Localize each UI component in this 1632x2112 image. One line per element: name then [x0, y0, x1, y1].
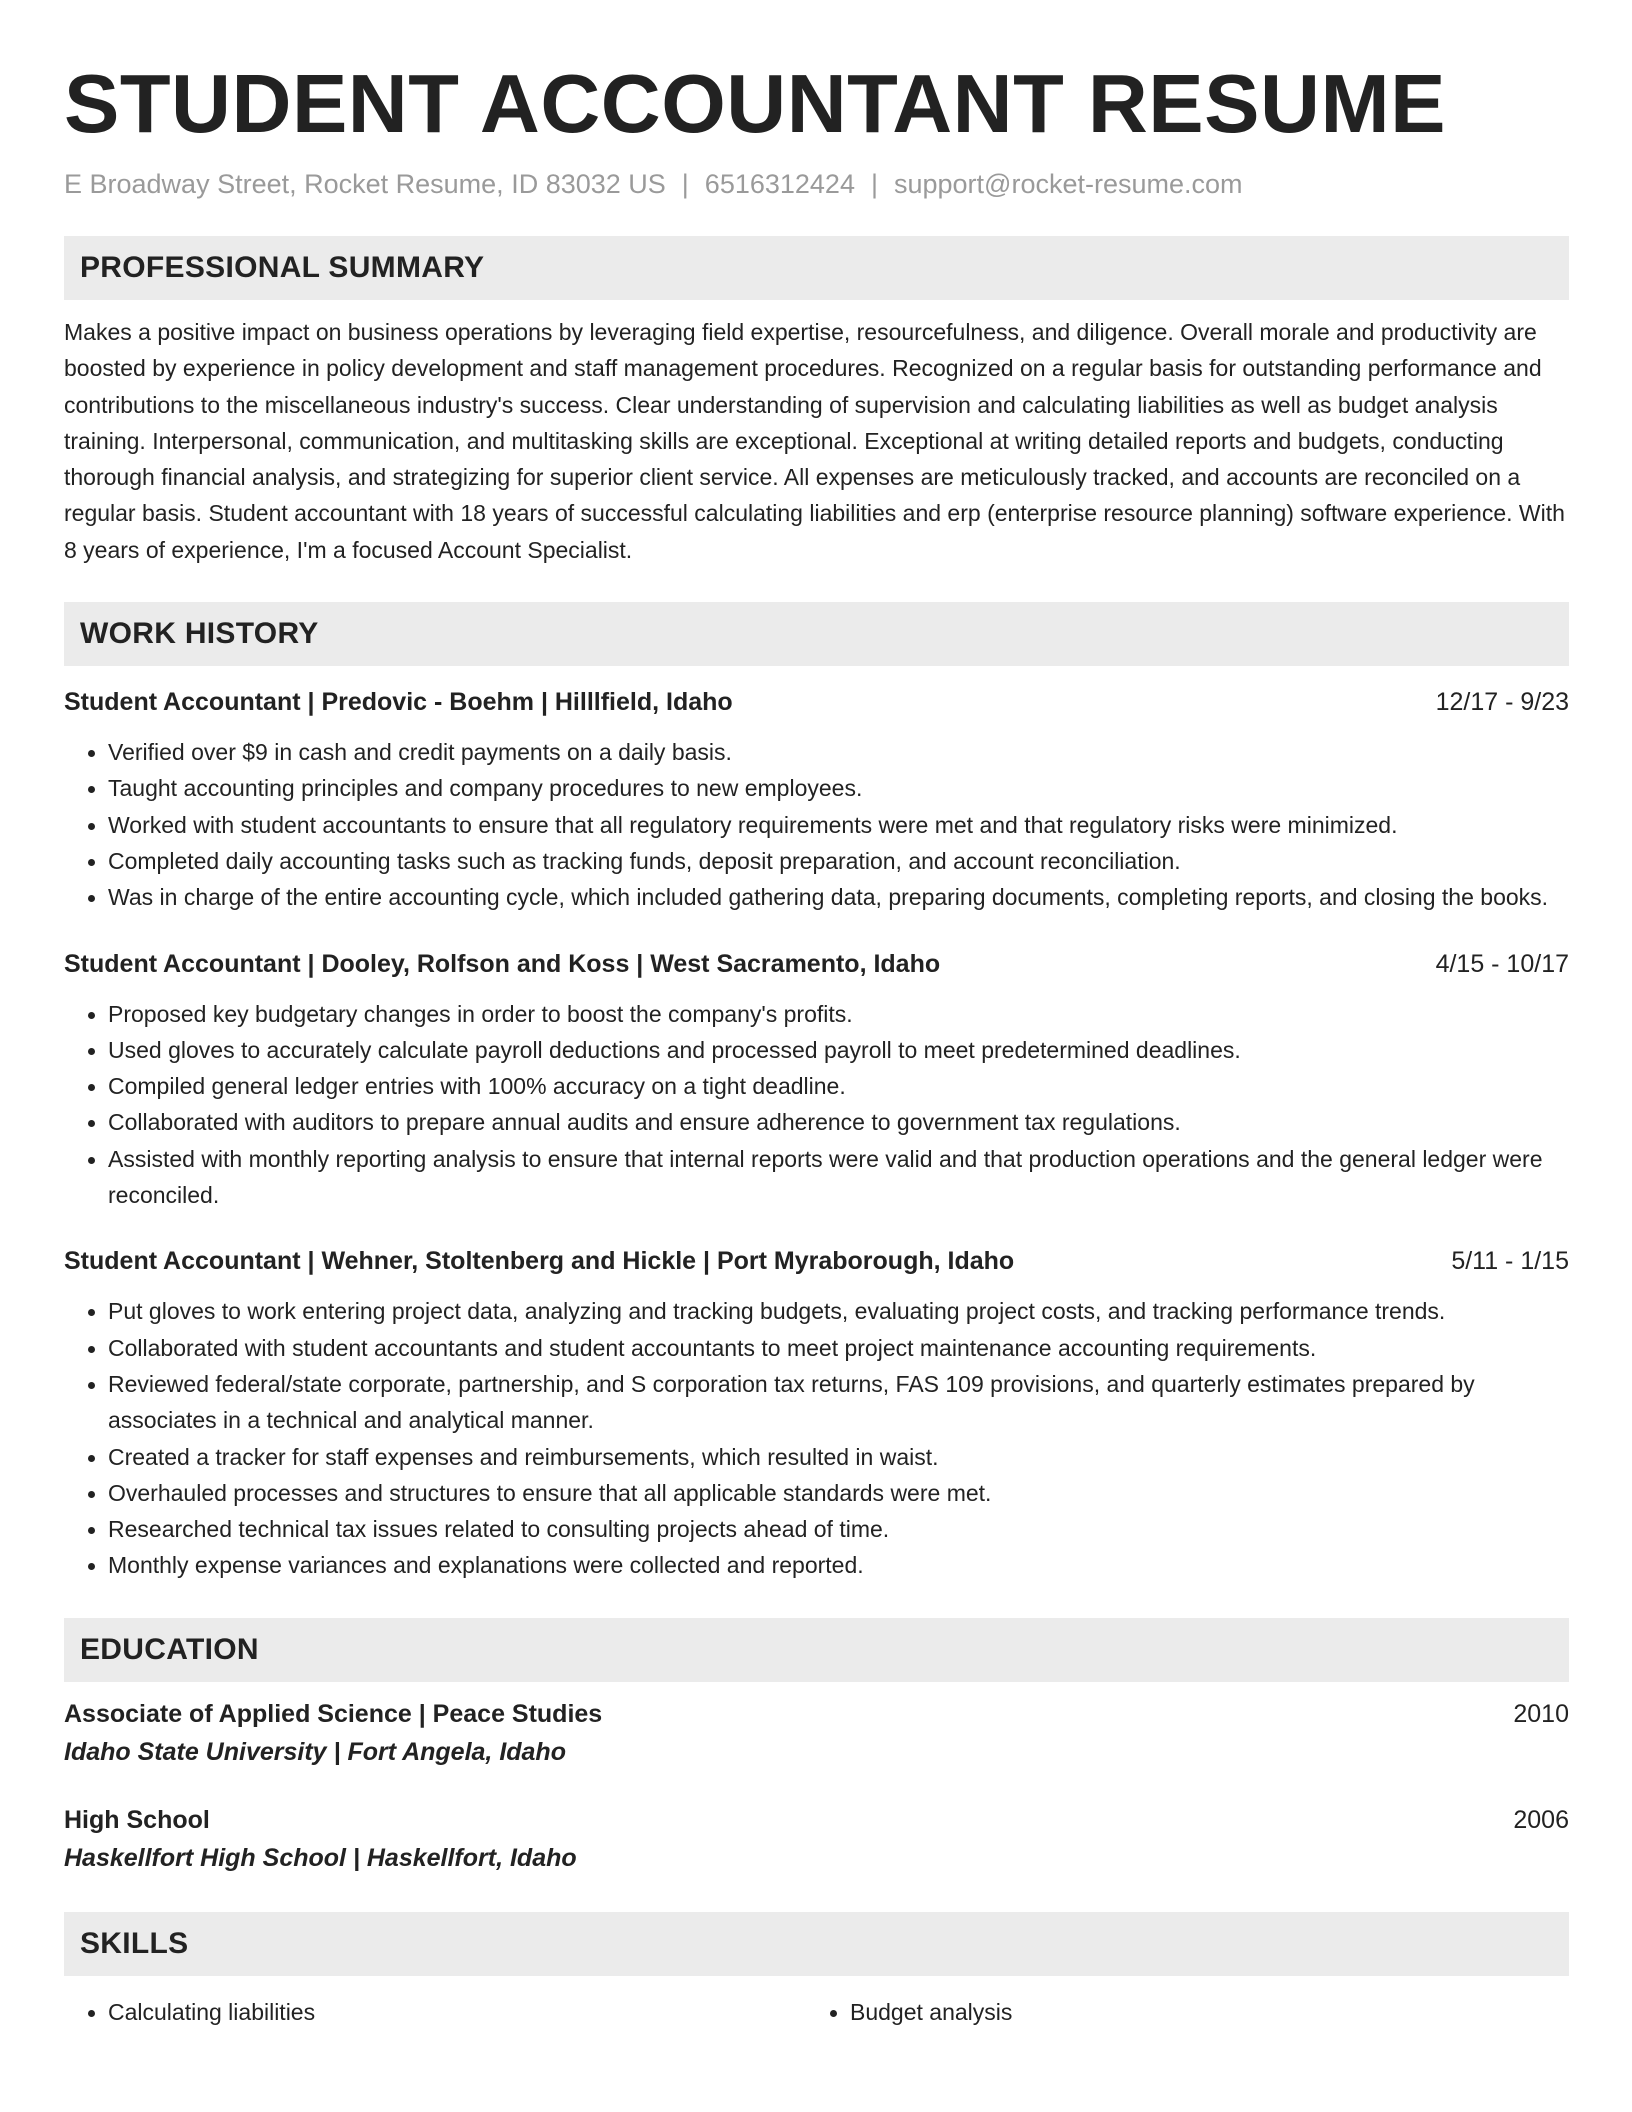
job-dates: 4/15 - 10/17 — [1435, 949, 1569, 978]
job-bullet: • Taught accounting principles and company procedures to new employees. — [108, 770, 1569, 806]
job-title: Student Accountant | Predovic - Boehm | Hilllfield, Idaho — [64, 688, 733, 717]
job-bullet: • Collaborated with student accountants and student accountants to meet project maintenance accounting requirements. — [108, 1330, 1569, 1366]
education-degree: High School — [64, 1805, 210, 1834]
job-bullet: • Proposed key budgetary changes in order to boost the company's profits. — [108, 996, 1569, 1032]
education-entry — [64, 1802, 1569, 1878]
contact-separator: | — [681, 169, 689, 199]
education-header — [64, 1802, 1569, 1838]
job-bullet: • Monthly expense variances and explanations were collected and reported. — [108, 1547, 1569, 1583]
summary-text: Makes a positive impact on business operations by leveraging field expertise, resourcefulness, and diligence. Overall morale and productivity are boosted by experience in policy development and staff management procedures. Recognized on a regular basis for outstanding performance and contributions to the miscellaneous industry's success. Clear understanding of supervision and calculating liabilities as well as budget analysis training. Interpersonal, communication, and multitasking skills are exceptional. Exceptional at writing detailed reports and budgets, conducting thorough financial analysis, and strategizing for superior client service. All expenses are meticulously tracked, and accounts are reconciled on a regular basis. Student accountant with 18 years of successful calculating liabilities and erp (enterprise resource planning) software experience. With 8 years of experience, I'm a focused Account Specialist. — [64, 319, 1565, 563]
job-bullets — [64, 1293, 1569, 1583]
job-bullet: • Compiled general ledger entries with 100% accuracy on a tight deadline. — [108, 1068, 1569, 1104]
job-bullet: • Researched technical tax issues related to consulting projects ahead of time. — [108, 1511, 1569, 1547]
skills-heading: SKILLS — [64, 1912, 1569, 1976]
education-header — [64, 1696, 1569, 1732]
job-dates: 5/11 - 1/15 — [1451, 1247, 1569, 1276]
job-bullet: • Created a tracker for staff expenses and reimbursements, which resulted in waist. — [108, 1439, 1569, 1475]
contact-email[interactable]: support@rocket-resume.com — [893, 169, 1243, 199]
job-bullet: • Overhauled processes and structures to ensure that all applicable standards were met. — [108, 1475, 1569, 1511]
skills-left-column — [64, 1994, 806, 2030]
skills-grid — [64, 1994, 1569, 2030]
work-history-heading: WORK HISTORY — [64, 602, 1569, 666]
skills-right-column — [806, 1994, 1569, 2030]
contact-phone: 6516312424 — [704, 169, 855, 199]
job-header — [64, 946, 1569, 982]
job-bullet: • Put gloves to work entering project data, analyzing and tracking budgets, evaluating project costs, and tracking performance trends. — [108, 1293, 1569, 1329]
resume-title: STUDENT ACCOUNTANT RESUME — [64, 57, 1446, 150]
job-bullet: • Reviewed federal/state corporate, partnership, and S corporation tax returns, FAS 109 provisions, and quarterly estimates prepared by associates in a technical and analytical manner. — [108, 1366, 1569, 1439]
education-year: 2006 — [1513, 1805, 1569, 1834]
job-bullet: • Was in charge of the entire accounting cycle, which included gathering data, preparing documents, completing reports, and closing the books. — [108, 879, 1569, 915]
education-entry — [64, 1696, 1569, 1772]
summary-heading: PROFESSIONAL SUMMARY — [64, 236, 1569, 300]
job-bullet: • Collaborated with auditors to prepare annual audits and ensure adherence to government tax regulations. — [108, 1104, 1569, 1140]
job-bullets — [64, 996, 1569, 1214]
job-bullet: • Used gloves to accurately calculate payroll deductions and processed payroll to meet predetermined deadlines. — [108, 1032, 1569, 1068]
skill-item: • Budget analysis — [850, 1994, 1569, 2030]
job-entry — [64, 946, 1569, 1214]
education-school: Haskellfort High School | Haskellfort, Idaho — [64, 1843, 577, 1872]
job-title: Student Accountant | Wehner, Stoltenberg and Hickle | Port Myraborough, Idaho — [64, 1247, 1015, 1276]
job-bullet: • Verified over $9 in cash and credit payments on a daily basis. — [108, 734, 1569, 770]
job-bullet: • Completed daily accounting tasks such as tracking funds, deposit preparation, and account reconciliation. — [108, 843, 1569, 879]
job-title: Student Accountant | Dooley, Rolfson and Koss | West Sacramento, Idaho — [64, 949, 941, 978]
education-degree: Associate of Applied Science | Peace Studies — [64, 1699, 603, 1728]
job-entry — [64, 684, 1569, 915]
contact-address: E Broadway Street, Rocket Resume, ID 83032 US — [64, 169, 666, 199]
job-header — [64, 684, 1569, 720]
contact-line — [64, 166, 1569, 202]
education-school: Idaho State University | Fort Angela, Idaho — [64, 1737, 566, 1766]
contact-separator: | — [870, 169, 878, 199]
job-dates: 12/17 - 9/23 — [1435, 688, 1569, 717]
education-heading: EDUCATION — [64, 1618, 1569, 1682]
job-bullet: • Assisted with monthly reporting analysis to ensure that internal reports were valid and that production operations and the general ledger were reconciled. — [108, 1141, 1569, 1214]
job-header — [64, 1243, 1569, 1279]
education-year: 2010 — [1513, 1699, 1569, 1728]
job-bullet: • Worked with student accountants to ensure that all regulatory requirements were met and that regulatory risks were minimized. — [108, 807, 1569, 843]
job-entry — [64, 1243, 1569, 1583]
skill-item: • Calculating liabilities — [108, 1994, 806, 2030]
job-bullets — [64, 734, 1569, 915]
